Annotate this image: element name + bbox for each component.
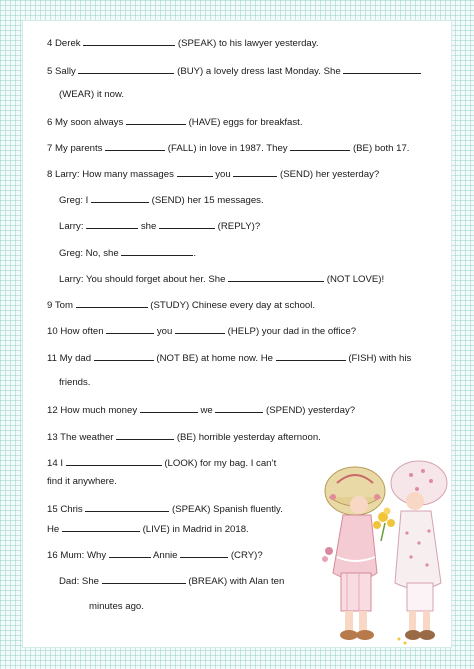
line-text: Dad: She bbox=[59, 576, 102, 587]
exercise-line-16a bbox=[47, 548, 263, 562]
line-text: 16 Mum: Why bbox=[47, 550, 109, 561]
exercise-line-8e bbox=[59, 272, 384, 286]
line-text: (SEND) her yesterday? bbox=[277, 169, 380, 180]
exercise-line-8c bbox=[59, 219, 260, 233]
line-text: 10 How often bbox=[47, 326, 107, 337]
exercise-line-11b bbox=[59, 377, 90, 389]
answer-blank[interactable] bbox=[116, 430, 174, 440]
line-text: (BE) horrible yesterday afternoon. bbox=[174, 432, 321, 443]
two-girls-bonnets-flowers-icon bbox=[315, 453, 455, 649]
line-text: (STUDY) Chinese every day at school. bbox=[147, 300, 316, 311]
line-text: (LIVE) in Madrid in 2018. bbox=[139, 524, 249, 535]
line-text: (FISH) with his bbox=[345, 353, 412, 364]
exercise-line-13 bbox=[47, 430, 321, 444]
answer-blank[interactable] bbox=[85, 502, 169, 512]
exercise-line-16b bbox=[59, 574, 284, 588]
exercise-line-14a bbox=[47, 456, 276, 470]
answer-blank[interactable] bbox=[233, 167, 277, 177]
answer-blank[interactable] bbox=[140, 403, 198, 413]
line-text: 13 The weather bbox=[47, 432, 117, 443]
exercise-line-8d bbox=[59, 246, 196, 260]
answer-blank[interactable] bbox=[66, 456, 162, 466]
answer-blank[interactable] bbox=[106, 324, 154, 334]
answer-blank[interactable] bbox=[180, 548, 228, 558]
line-text: you bbox=[154, 326, 176, 337]
line-text: 14 I bbox=[47, 458, 66, 469]
line-text: 15 Chris bbox=[47, 504, 86, 515]
answer-blank[interactable] bbox=[126, 115, 186, 125]
answer-blank[interactable] bbox=[94, 351, 154, 361]
line-text: minutes ago. bbox=[89, 601, 144, 612]
answer-blank[interactable] bbox=[175, 324, 225, 334]
exercise-line-4 bbox=[47, 36, 319, 50]
line-text: Greg: No, she bbox=[59, 248, 122, 259]
line-text: you bbox=[212, 169, 234, 180]
line-text: (NOT BE) at home now. He bbox=[153, 353, 276, 364]
line-text: we bbox=[197, 405, 216, 416]
line-text: (SPEAK) Spanish fluently. bbox=[169, 504, 283, 515]
line-text: 9 Tom bbox=[47, 300, 76, 311]
line-text: (NOT LOVE)! bbox=[324, 274, 385, 285]
answer-blank[interactable] bbox=[343, 64, 421, 74]
line-text: Annie bbox=[150, 550, 181, 561]
exercise-line-11a bbox=[47, 351, 411, 365]
line-text: 8 Larry: How many massages bbox=[47, 169, 177, 180]
answer-blank[interactable] bbox=[102, 574, 186, 584]
exercise-line-14b bbox=[47, 476, 117, 488]
line-text: find it anywhere. bbox=[47, 476, 117, 487]
line-text: Larry: bbox=[59, 221, 87, 232]
line-text: He bbox=[47, 524, 62, 535]
line-text: 5 Sally bbox=[47, 66, 79, 77]
answer-blank[interactable] bbox=[109, 548, 151, 558]
exercise-line-12 bbox=[47, 403, 355, 417]
exercise-line-7 bbox=[47, 141, 409, 155]
line-text: (BE) both 17. bbox=[350, 143, 410, 154]
line-text: friends. bbox=[59, 377, 91, 388]
answer-blank[interactable] bbox=[78, 64, 174, 74]
answer-blank[interactable] bbox=[276, 351, 346, 361]
answer-blank[interactable] bbox=[215, 403, 263, 413]
exercise-line-6 bbox=[47, 115, 303, 129]
exercise-line-16c bbox=[89, 601, 144, 613]
line-text: 12 How much money bbox=[47, 405, 140, 416]
worksheet-page bbox=[22, 20, 452, 648]
line-text: (SPEND) yesterday? bbox=[263, 405, 356, 416]
line-text: (WEAR) it now. bbox=[59, 89, 125, 100]
line-text: 11 My dad bbox=[47, 353, 94, 364]
line-text: (BUY) a lovely dress last Monday. She bbox=[174, 66, 344, 77]
line-text: 4 Derek bbox=[47, 38, 84, 49]
line-text: (HAVE) eggs for breakfast. bbox=[185, 117, 303, 128]
line-text: (FALL) in love in 1987. They bbox=[165, 143, 291, 154]
line-text: Greg: I bbox=[59, 195, 91, 206]
line-text: (BREAK) with Alan ten bbox=[185, 576, 285, 587]
answer-blank[interactable] bbox=[290, 141, 350, 151]
exercise-line-15a bbox=[47, 502, 283, 516]
answer-blank[interactable] bbox=[76, 298, 148, 308]
answer-blank[interactable] bbox=[121, 246, 193, 256]
exercise-line-15b bbox=[47, 522, 249, 536]
answer-blank[interactable] bbox=[105, 141, 165, 151]
answer-blank[interactable] bbox=[86, 219, 138, 229]
exercise-line-5b bbox=[59, 89, 124, 101]
line-text: (REPLY)? bbox=[215, 221, 261, 232]
answer-blank[interactable] bbox=[228, 272, 324, 282]
answer-blank[interactable] bbox=[91, 193, 149, 203]
exercise-line-9 bbox=[47, 298, 315, 312]
line-text: (SPEAK) to his lawyer yesterday. bbox=[175, 38, 319, 49]
line-text: she bbox=[138, 221, 160, 232]
line-text: (SEND) her 15 messages. bbox=[149, 195, 264, 206]
exercise-line-8b bbox=[59, 193, 264, 207]
exercise-line-8a bbox=[47, 167, 379, 181]
line-text: 7 My parents bbox=[47, 143, 106, 154]
line-text: (LOOK) for my bag. I can’t bbox=[161, 458, 277, 469]
exercise-line-5a bbox=[47, 64, 421, 78]
line-text: 6 My soon always bbox=[47, 117, 126, 128]
answer-blank[interactable] bbox=[62, 522, 140, 532]
exercise-line-10 bbox=[47, 324, 356, 338]
line-text: . bbox=[193, 248, 197, 259]
answer-blank[interactable] bbox=[159, 219, 215, 229]
answer-blank[interactable] bbox=[177, 167, 213, 177]
line-text: (HELP) your dad in the office? bbox=[225, 326, 357, 337]
line-text: (CRY)? bbox=[228, 550, 263, 561]
line-text: Larry: You should forget about her. She bbox=[59, 274, 229, 285]
answer-blank[interactable] bbox=[83, 36, 175, 46]
